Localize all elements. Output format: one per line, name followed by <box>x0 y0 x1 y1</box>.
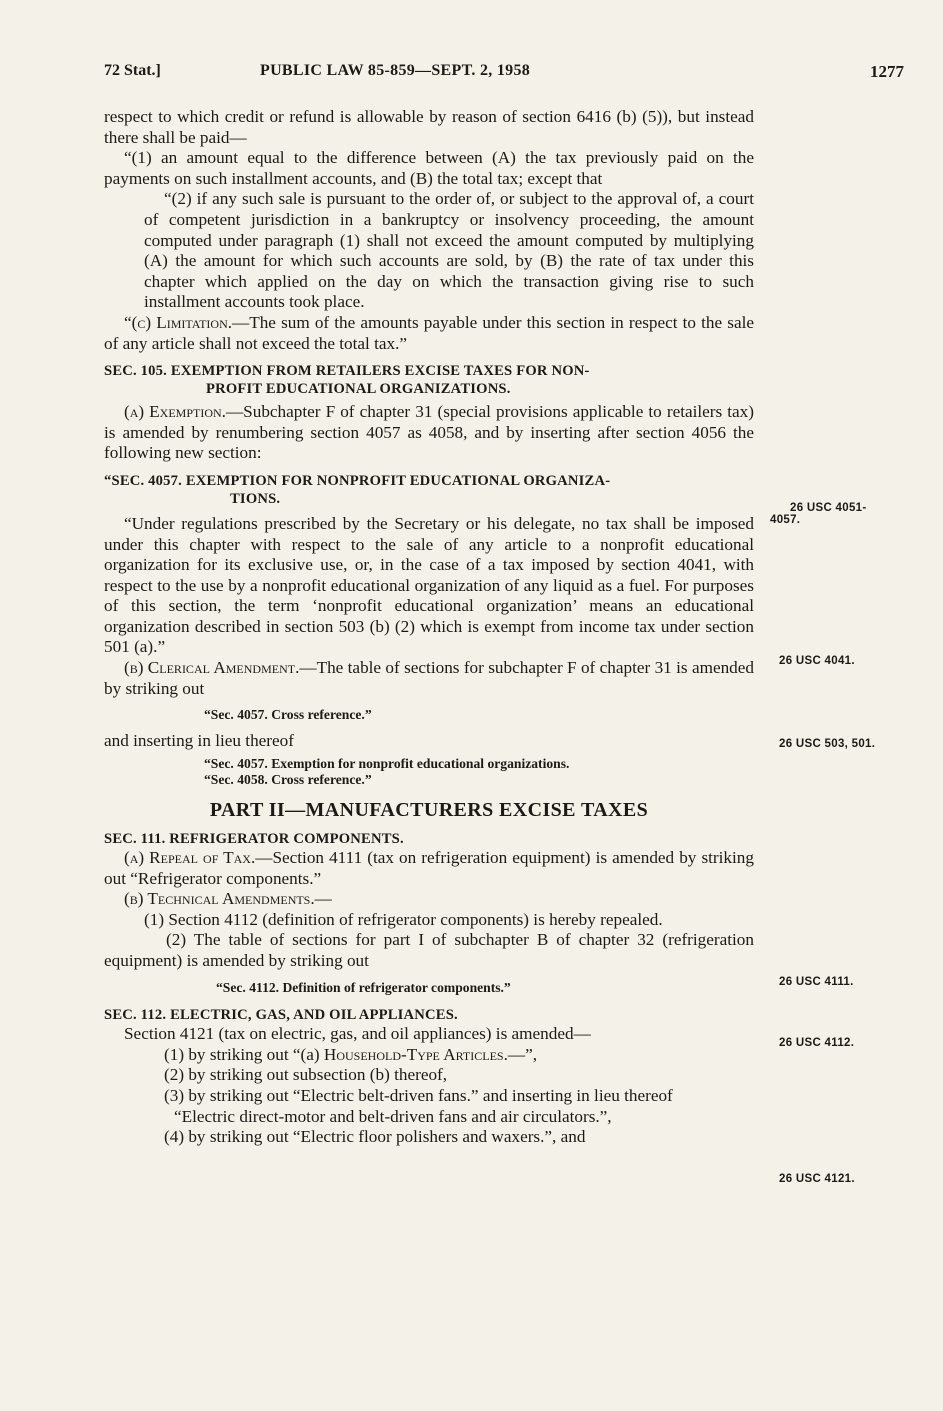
margin-note: 26 USC 4121. <box>779 1173 855 1185</box>
paragraph <box>104 1045 754 1066</box>
paragraph <box>104 889 754 910</box>
subsection-label: (b) Clerical Amendment. <box>124 658 300 678</box>
paragraph-text: (1) by striking out “(a) <box>164 1044 324 1064</box>
section-heading: SEC. 112. ELECTRIC, GAS, AND OIL APPLIANCES. <box>104 1007 458 1024</box>
margin-note: 26 USC 503, 501. <box>779 738 876 750</box>
paragraph: (3) by striking out “Electric belt-driven fans.” and inserting in lieu thereof <box>164 1085 673 1105</box>
body-text <box>104 107 754 1148</box>
subsection-label: (a) Exemption. <box>124 402 226 422</box>
paragraph <box>104 189 754 313</box>
quoted-heading: Household-Type Articles. <box>323 1044 508 1064</box>
margin-note-text: 4057. <box>770 514 801 526</box>
paragraph-text: “(2) if any such sale is pursuant to the order of, or subject to the approval of, a court of competent jurisdiction in a bankruptcy or insolvency proceeding, the amount computed under paragraph (1) shall not exceed the amount computed by multiplying (A) the amount for which such accounts are sold, by (B) the rate of tax under this chapter which applied on the day on which the transaction giving rise to such installment accounts took place. <box>144 189 754 312</box>
margin-note-text: 26 USC 4051- <box>790 502 867 514</box>
subsection-label: “(c) Limitation. <box>124 312 233 332</box>
paragraph: (2) by striking out subsection (b) thereof, <box>164 1065 448 1085</box>
quoted-table-entry: “Sec. 4057. Cross reference.” <box>204 707 372 723</box>
section-heading: SEC. 111. REFRIGERATOR COMPONENTS. <box>104 831 404 848</box>
margin-note: 26 USC 4041. <box>779 655 855 667</box>
section-heading-line: PROFIT EDUCATIONAL ORGANIZATIONS. <box>206 381 511 398</box>
paragraph <box>104 313 754 354</box>
statute-volume: 72 Stat.] <box>104 62 161 79</box>
subsection-label: (b) Technical Amendments. <box>124 889 315 909</box>
paragraph: (4) by striking out “Electric floor polishers and waxers.”, and <box>164 1127 586 1147</box>
paragraph-text: —The table of sections for subchapter F of chapter 31 is amended by striking out <box>104 658 754 698</box>
paragraph-text: —Subchapter F of chapter 31 (special provisions applicable to retailers tax) is amended by renumbering section 4057 as 4058, and by inserting after section 4056 the following new section: <box>104 402 754 463</box>
section-heading <box>104 472 754 508</box>
quoted-table-entry: “Sec. 4057. Exemption for nonprofit educational organizations. <box>204 756 570 772</box>
part-heading: PART II—MANUFACTURERS EXCISE TAXES <box>209 799 649 822</box>
paragraph <box>104 848 754 889</box>
section-heading <box>104 362 754 398</box>
section-heading-line: TIONS. <box>230 490 281 507</box>
section-heading-line: “SEC. 4057. EXEMPTION FOR NONPROFIT EDUCATIONAL ORGANIZA- <box>104 472 611 489</box>
paragraph <box>104 402 754 464</box>
paragraph-text: —Section 4111 (tax on refrigeration equipment) is amended by striking out “Refrigerator components.” <box>104 848 754 888</box>
running-title: PUBLIC LAW 85-859—SEPT. 2, 1958 <box>260 62 531 79</box>
paragraph: (2) The table of sections for part I of subchapter B of chapter 32 (refrigeration equipment) is amended by striking out <box>104 930 754 970</box>
page-header <box>104 62 904 86</box>
paragraph: and inserting in lieu thereof <box>104 730 294 750</box>
quoted-table-entry: “Sec. 4058. Cross reference.” <box>204 772 372 788</box>
paragraph: (1) Section 4112 (definition of refrigerator components) is hereby repealed. <box>144 909 663 929</box>
paragraph: “Under regulations prescribed by the Secretary or his delegate, no tax shall be imposed under this chapter with respect to the sale of any article to a nonprofit educational organization for its exclusive use, or, in the case of a tax imposed by section 4041, with respect to the use by a nonprofit educational organization of any liquid as a fuel. For purposes of this section, the term ‘nonprofit educational organization’ means an educational organization described in section 503 (b) (2) which is exempt from income tax under section 501 (a).” <box>104 513 754 657</box>
section-heading-line: SEC. 105. EXEMPTION FROM RETAILERS EXCISE TAXES FOR NON- <box>104 363 590 380</box>
margin-note: 26 USC 4112. <box>779 1037 855 1049</box>
page-number: 1277 <box>870 62 904 81</box>
paragraph-text: —”, <box>507 1044 538 1064</box>
paragraph-text: —The sum of the amounts payable under this section in respect to the sale of any article shall not exceed the total tax.” <box>104 312 754 353</box>
margin-note: 26 USC 4111. <box>779 976 854 988</box>
quoted-table-entry: “Sec. 4112. Definition of refrigerator components.” <box>216 979 511 995</box>
paragraph-text: — <box>314 889 332 909</box>
paragraph <box>104 658 754 699</box>
paragraph: respect to which credit or refund is allowable by reason of section 6416 (b) (5)), but instead there shall be paid— <box>104 107 754 147</box>
paragraph: Section 4121 (tax on electric, gas, and oil appliances) is amended— <box>124 1024 591 1044</box>
margin-note <box>770 502 867 526</box>
paragraph-text: “(1) an amount equal to the difference between (A) the tax previously paid on the payments on such installment accounts, and (B) the total tax; except that <box>104 148 754 188</box>
subsection-label: (a) Repeal of Tax. <box>124 848 256 868</box>
paragraph: “Electric direct-motor and belt-driven fans and air circulators.”, <box>174 1106 612 1126</box>
paragraph <box>64 148 754 189</box>
